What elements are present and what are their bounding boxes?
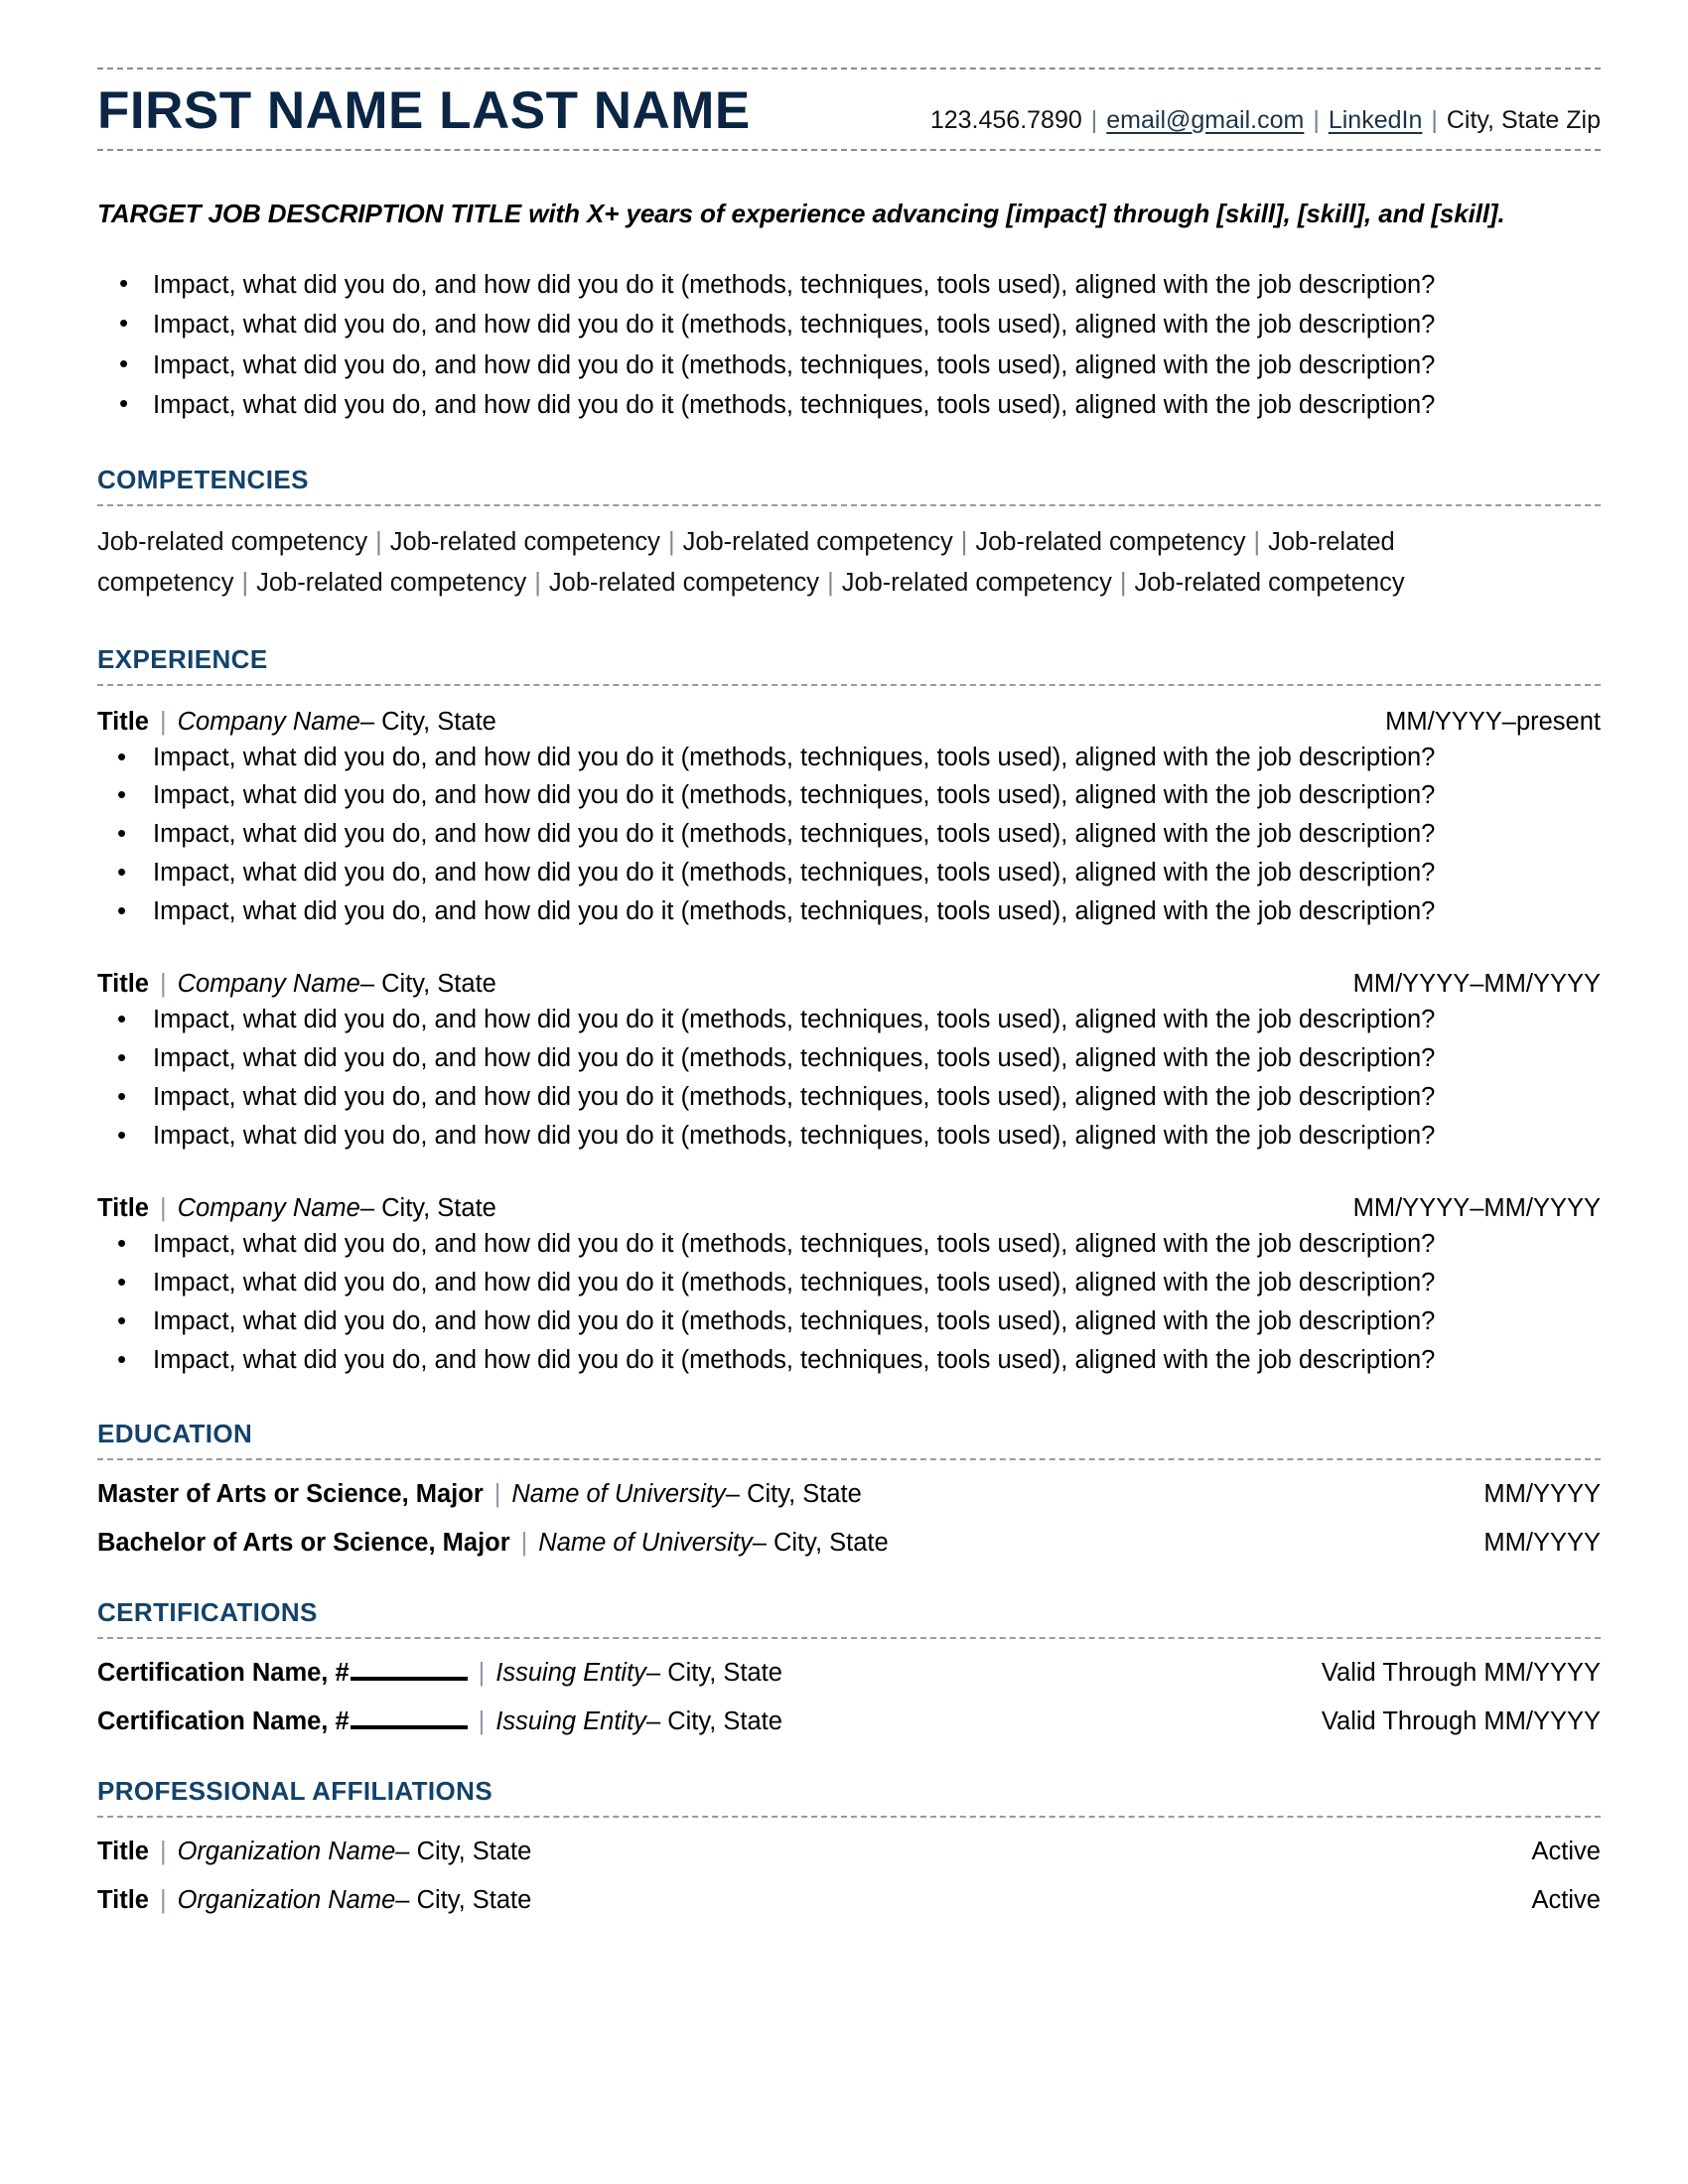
certification-entry-header xyxy=(97,1707,1601,1736)
section-heading-affiliations: PROFESSIONAL AFFILIATIONS xyxy=(97,1776,493,1807)
email-link[interactable]: email@gmail.com xyxy=(1106,106,1305,134)
experience-entry xyxy=(97,708,1601,931)
section-divider-affiliations xyxy=(97,1816,1601,1818)
list-item: • Impact, what did you do, and how did you do it (methods, techniques, tools used), aligned with the job description? xyxy=(97,385,1601,425)
competency-separator: | xyxy=(1253,528,1261,557)
list-item: • Impact, what did you do, and how did you do it (methods, techniques, tools used), aligned with the job description? xyxy=(97,265,1601,305)
competency-separator: | xyxy=(375,528,382,557)
section-heading-certifications: CERTIFICATIONS xyxy=(97,1597,318,1628)
certification-name: Certification Name, # xyxy=(97,1659,350,1688)
job-dates: MM/YYYY–MM/YYYY xyxy=(1352,970,1601,999)
competency-separator: | xyxy=(960,528,968,557)
competency-item: Job-related competency xyxy=(389,528,660,557)
education-entry xyxy=(97,1480,1601,1509)
section-certifications xyxy=(97,1597,1601,1736)
header-bottom-divider xyxy=(97,149,1601,151)
competency-item: Job-related competency xyxy=(97,528,368,557)
page-title: FIRST NAME LAST NAME xyxy=(97,81,751,140)
list-item: • Impact, what did you do, and how did you do it (methods, techniques, tools used), aligned with the job description? xyxy=(97,815,1601,854)
competency-item: Job-related competency xyxy=(548,569,820,598)
contact-separator-1: | xyxy=(1090,106,1098,134)
list-item: • Impact, what did you do, and how did you do it (methods, techniques, tools used), aligned with the job description? xyxy=(97,1341,1601,1380)
certification-name: Certification Name, # xyxy=(97,1707,350,1736)
education-entry-header xyxy=(97,1480,1601,1509)
list-item: • Impact, what did you do, and how did you do it (methods, techniques, tools used), aligned with the job description? xyxy=(97,305,1601,344)
linkedin-link[interactable]: LinkedIn xyxy=(1328,106,1423,134)
resume-header xyxy=(97,68,1601,151)
issuer-location: – City, State xyxy=(645,1659,782,1688)
competency-separator: | xyxy=(1119,569,1127,598)
company-name: Company Name xyxy=(177,707,360,736)
section-competencies xyxy=(97,465,1601,605)
competency-separator: | xyxy=(534,569,541,598)
issuer-location: – City, State xyxy=(645,1707,782,1736)
degree-name: Bachelor of Arts or Science, Major xyxy=(97,1529,510,1558)
section-divider-competencies xyxy=(97,504,1601,506)
contact-separator-2: | xyxy=(1313,106,1320,134)
competencies-list xyxy=(97,522,1601,605)
job-dates: MM/YYYY–present xyxy=(1385,707,1601,736)
job-dates: MM/YYYY–MM/YYYY xyxy=(1352,1194,1601,1223)
entry-separator: | xyxy=(159,1886,167,1915)
school-name: Name of University xyxy=(538,1529,753,1558)
section-divider-education xyxy=(97,1458,1601,1460)
list-item: • Impact, what did you do, and how did you do it (methods, techniques, tools used), aligned with the job description? xyxy=(97,892,1601,931)
competency-item: Job-related competency xyxy=(97,528,1395,598)
competency-item: Job-related competency xyxy=(975,528,1246,557)
list-item: • Impact, what did you do, and how did you do it (methods, techniques, tools used), aligned with the job description? xyxy=(97,1302,1601,1341)
list-item: • Impact, what did you do, and how did you do it (methods, techniques, tools used), aligned with the job description? xyxy=(97,854,1601,892)
certification-validity: Valid Through MM/YYYY xyxy=(1321,1707,1601,1736)
organization-location: – City, State xyxy=(395,1838,532,1866)
section-affiliations xyxy=(97,1776,1601,1915)
header-row xyxy=(97,69,1601,149)
affiliation-title: Title xyxy=(97,1838,149,1866)
affiliation-entry-header xyxy=(97,1838,1601,1866)
competency-separator: | xyxy=(241,569,249,598)
status-badge: Active xyxy=(1531,1838,1601,1866)
job-location: – City, State xyxy=(359,707,496,736)
competency-item: Job-related competency xyxy=(841,569,1112,598)
section-education xyxy=(97,1419,1601,1558)
list-item: • Impact, what did you do, and how did you do it (methods, techniques, tools used), aligned with the job description? xyxy=(97,1039,1601,1078)
graduation-date: MM/YYYY xyxy=(1483,1480,1601,1509)
contact-info xyxy=(930,106,1601,139)
list-item: • Impact, what did you do, and how did you do it (methods, techniques, tools used), aligned with the job description? xyxy=(97,1225,1601,1264)
summary-statement: TARGET JOB DESCRIPTION TITLE with X+ years of experience advancing [impact] through [skill], [skill], and [skill]. xyxy=(97,199,1505,228)
list-item: • Impact, what did you do, and how did you do it (methods, techniques, tools used), aligned with the job description? xyxy=(97,1117,1601,1156)
issuing-entity: Issuing Entity xyxy=(495,1707,646,1736)
list-item: • Impact, what did you do, and how did you do it (methods, techniques, tools used), aligned with the job description? xyxy=(97,1001,1601,1039)
issuing-entity: Issuing Entity xyxy=(495,1659,646,1688)
school-location: – City, State xyxy=(752,1529,889,1558)
status-badge: Active xyxy=(1531,1886,1601,1915)
experience-entry xyxy=(97,970,1601,1155)
experience-entry-header xyxy=(97,970,1601,999)
experience-entry-header xyxy=(97,1194,1601,1223)
list-item: • Impact, what did you do, and how did you do it (methods, techniques, tools used), aligned with the job description? xyxy=(97,345,1601,385)
section-heading-education: EDUCATION xyxy=(97,1419,253,1449)
competency-separator: | xyxy=(667,528,675,557)
job-bullet-list xyxy=(97,1225,1601,1379)
job-bullet-list xyxy=(97,1001,1601,1155)
company-name: Company Name xyxy=(177,970,360,999)
list-item: • Impact, what did you do, and how did you do it (methods, techniques, tools used), aligned with the job description? xyxy=(97,1264,1601,1302)
certification-entry-header xyxy=(97,1659,1601,1688)
school-location: – City, State xyxy=(725,1480,862,1509)
company-name: Company Name xyxy=(177,1194,360,1223)
entry-separator: | xyxy=(159,970,167,999)
entry-separator: | xyxy=(159,1838,167,1866)
entry-separator: | xyxy=(493,1480,501,1509)
competency-item: Job-related competency xyxy=(256,569,527,598)
competency-item: Job-related competency xyxy=(1134,569,1405,598)
certification-number-blank[interactable] xyxy=(351,1676,468,1681)
summary-bullet-list xyxy=(97,265,1601,425)
job-location: – City, State xyxy=(359,1194,496,1223)
affiliation-entry xyxy=(97,1886,1601,1915)
experience-entry xyxy=(97,1194,1601,1379)
section-divider-certifications xyxy=(97,1637,1601,1639)
affiliation-entry-header xyxy=(97,1886,1601,1915)
experience-entry-header xyxy=(97,708,1601,737)
section-heading-competencies: COMPETENCIES xyxy=(97,465,309,495)
entry-separator: | xyxy=(478,1707,486,1736)
affiliation-entry xyxy=(97,1838,1601,1866)
organization-name: Organization Name xyxy=(177,1886,396,1915)
organization-location: – City, State xyxy=(395,1886,532,1915)
entry-separator: | xyxy=(478,1659,486,1688)
entry-separator: | xyxy=(159,707,167,736)
location-text: City, State Zip xyxy=(1446,106,1601,134)
list-item: • Impact, what did you do, and how did you do it (methods, techniques, tools used), aligned with the job description? xyxy=(97,776,1601,815)
education-entry-header xyxy=(97,1529,1601,1558)
affiliation-title: Title xyxy=(97,1886,149,1915)
certification-entry xyxy=(97,1707,1601,1736)
graduation-date: MM/YYYY xyxy=(1483,1529,1601,1558)
section-heading-experience: EXPERIENCE xyxy=(97,643,268,674)
job-location: – City, State xyxy=(359,970,496,999)
job-title: Title xyxy=(97,707,149,736)
organization-name: Organization Name xyxy=(177,1838,396,1866)
contact-separator-3: | xyxy=(1431,106,1438,134)
list-item: • Impact, what did you do, and how did you do it (methods, techniques, tools used), aligned with the job description? xyxy=(97,1078,1601,1117)
degree-name: Master of Arts or Science, Major xyxy=(97,1480,484,1509)
job-title: Title xyxy=(97,1194,149,1223)
education-entry xyxy=(97,1529,1601,1558)
phone-number[interactable]: 123.456.7890 xyxy=(929,106,1082,134)
competency-item: Job-related competency xyxy=(682,528,953,557)
job-bullet-list xyxy=(97,739,1601,931)
entry-separator: | xyxy=(520,1529,528,1558)
section-experience xyxy=(97,644,1601,1380)
certification-entry xyxy=(97,1659,1601,1688)
competency-separator: | xyxy=(827,569,834,598)
certification-validity: Valid Through MM/YYYY xyxy=(1321,1659,1601,1688)
list-item: • Impact, what did you do, and how did you do it (methods, techniques, tools used), aligned with the job description? xyxy=(97,739,1601,777)
job-title: Title xyxy=(97,970,149,999)
section-divider-experience xyxy=(97,684,1601,686)
certification-number-blank[interactable] xyxy=(351,1724,468,1729)
school-name: Name of University xyxy=(511,1480,726,1509)
entry-separator: | xyxy=(159,1194,167,1223)
